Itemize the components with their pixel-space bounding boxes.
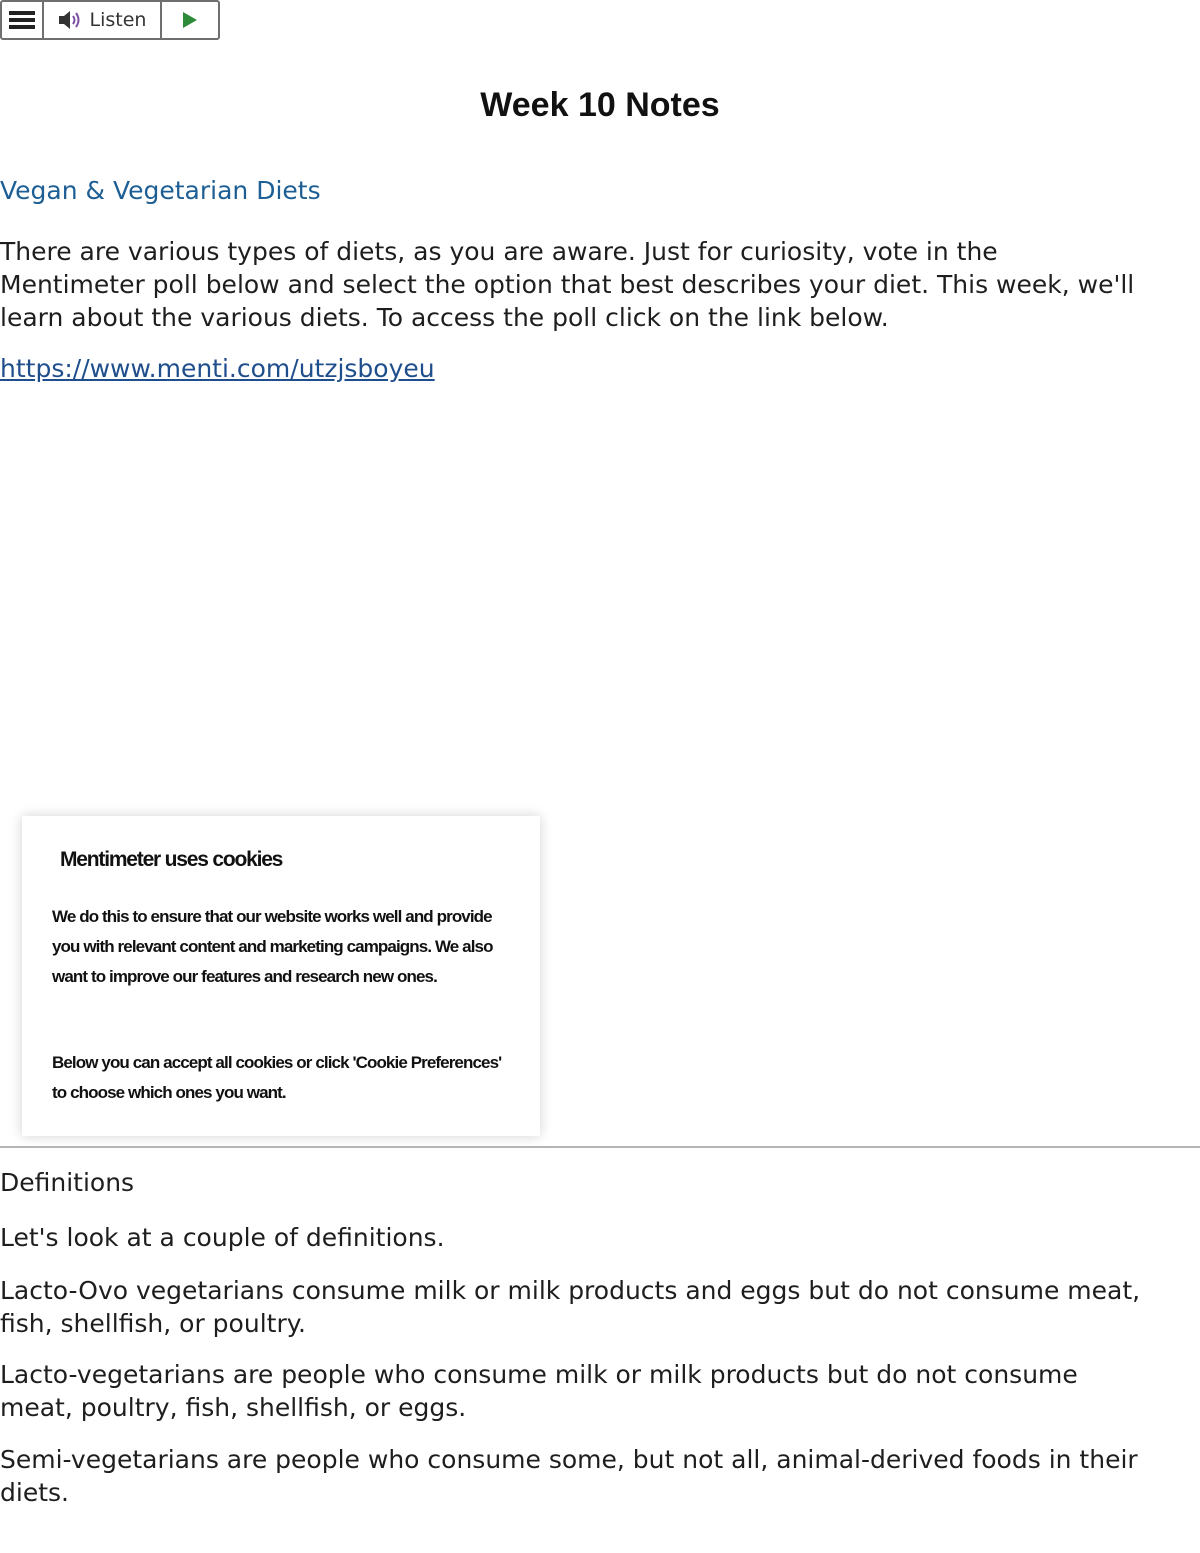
play-icon: [182, 11, 198, 29]
poll-link[interactable]: https://www.menti.com/utzjsboyeu: [0, 354, 435, 383]
divider: [0, 1146, 1200, 1148]
listen-label: Listen: [89, 9, 147, 31]
definition-paragraph: Lacto-Ovo vegetarians consume milk or milk products and eggs but do not consume meat, fish, shellfish, or poultry.: [0, 1276, 1141, 1338]
menu-button[interactable]: [2, 2, 44, 38]
page-title: Week 10 Notes: [480, 86, 720, 124]
cookie-title: Mentimeter uses cookies: [60, 848, 283, 871]
speaker-icon: [58, 9, 84, 31]
cookie-paragraph: We do this to ensure that our website works well and provide you with relevant content and marketing campaigns. We also want to improve our features and research new ones.: [52, 907, 493, 986]
play-button[interactable]: [162, 2, 218, 38]
listen-button[interactable]: [44, 2, 162, 38]
definition-paragraph: Let's look at a couple of definitions.: [0, 1223, 445, 1252]
definition-paragraph: Semi-vegetarians are people who consume some, but not all, animal-derived foods in their diets.: [0, 1445, 1138, 1507]
section-heading: Vegan & Vegetarian Diets: [0, 176, 321, 205]
cookie-notice: [22, 816, 540, 1136]
definitions-heading: Definitions: [0, 1168, 135, 1197]
listen-toolbar: [0, 0, 220, 40]
intro-paragraph: There are various types of diets, as you are aware. Just for curiosity, vote in the Mentimeter poll below and select the option that best describes your diet. This week, we'll learn about the various diets. To access the poll click on the link below.: [0, 237, 1135, 332]
hamburger-icon: [9, 10, 35, 30]
definition-paragraph: Lacto-vegetarians are people who consume milk or milk products but do not consume meat, poultry, fish, shellfish, or eggs.: [0, 1360, 1078, 1422]
cookie-paragraph: Below you can accept all cookies or click 'Cookie Preferences' to choose which ones you want.: [52, 1053, 502, 1102]
